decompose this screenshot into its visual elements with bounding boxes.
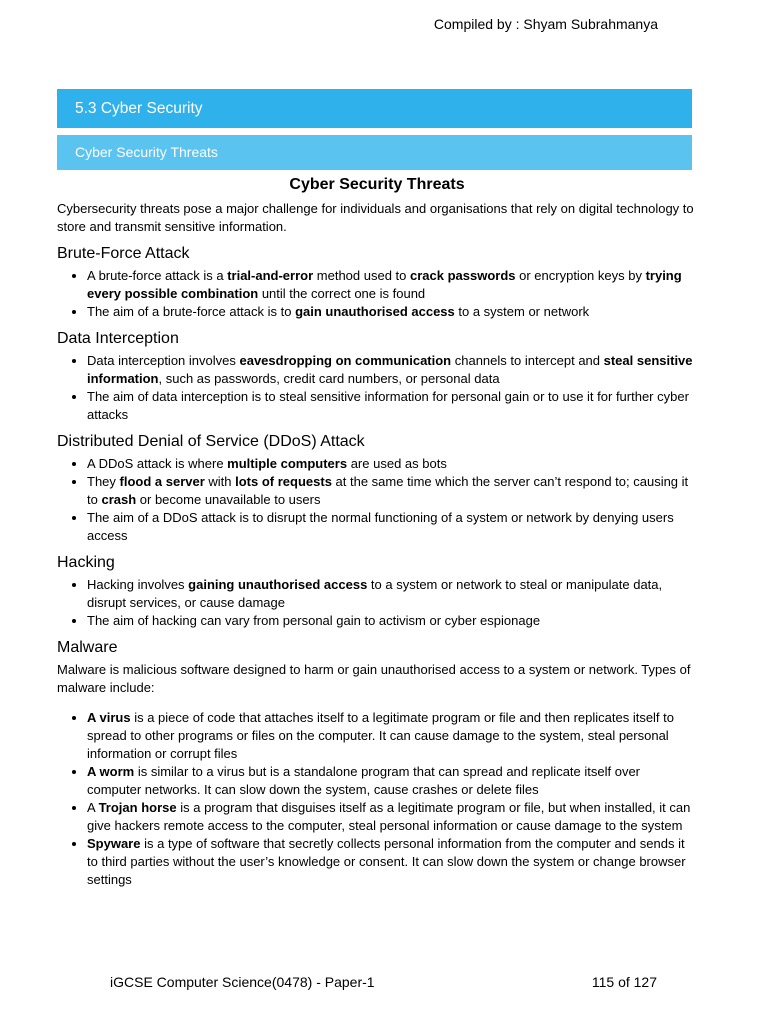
page-title: Cyber Security Threats: [289, 176, 465, 193]
list-item: • Data interception involves eavesdropping on communication channels to intercept and steal sensitive information, such as passwords, credit card numbers, or personal data: [87, 352, 697, 388]
compiled-by: Compiled by : Shyam Subrahmanya: [433, 16, 658, 32]
malware-list: [57, 709, 697, 889]
list-item: • Spyware is a type of software that secretly collects personal information from the computer and sends it to third parties without the user’s knowledge or consent. It can slow down the system or change browser settings: [87, 835, 697, 889]
subsection-banner: Cyber Security Threats: [57, 135, 692, 170]
footer-page-number: 115 of 127: [591, 974, 657, 990]
brute-force-list: [57, 267, 697, 321]
hacking-list: [57, 576, 697, 630]
list-item: • The aim of a DDoS attack is to disrupt the normal functioning of a system or network by denying users access: [87, 509, 697, 545]
section-banner: 5.3 Cyber Security: [57, 89, 692, 128]
list-item: • The aim of a brute-force attack is to gain unauthorised access to a system or network: [87, 303, 697, 321]
heading-brute-force: Brute-Force Attack: [57, 245, 190, 262]
list-item: • A virus is a piece of code that attaches itself to a legitimate program or file and then replicates itself to spread to other programs or files on the computer. It can cause damage to the system, steal personal information or corrupt files: [87, 709, 697, 763]
list-item: • A worm is similar to a virus but is a standalone program that can spread and replicate itself over computer networks. It can slow down the system, cause crashes or delete files: [87, 763, 697, 799]
list-item: • They flood a server with lots of requests at the same time which the server can’t respond to; causing it to crash or become unavailable to users: [87, 473, 697, 509]
list-item: • A brute-force attack is a trial-and-error method used to crack passwords or encryption keys by trying every possible combination until the correct one is found: [87, 267, 697, 303]
interception-list: [57, 352, 697, 424]
heading-data-interception: Data Interception: [57, 330, 179, 347]
intro-paragraph: Cybersecurity threats pose a major challenge for individuals and organisations that rely on digital technology to store and transmit sensitive information.: [57, 201, 694, 234]
ddos-list: [57, 455, 697, 545]
heading-malware: Malware: [57, 639, 118, 656]
list-item: • A DDoS attack is where multiple computers are used as bots: [87, 455, 697, 473]
malware-intro: Malware is malicious software designed to harm or gain unauthorised access to a system or network. Types of malware include:: [57, 662, 691, 695]
footer-course: iGCSE Computer Science(0478) - Paper-1: [110, 974, 375, 990]
list-item: • The aim of data interception is to steal sensitive information for personal gain or to use it for further cyber attacks: [87, 388, 697, 424]
heading-hacking: Hacking: [57, 554, 115, 571]
heading-ddos: Distributed Denial of Service (DDoS) Attack: [57, 433, 365, 450]
list-item: • Hacking involves gaining unauthorised access to a system or network to steal or manipulate data, disrupt services, or cause damage: [87, 576, 697, 612]
list-item: • The aim of hacking can vary from personal gain to activism or cyber espionage: [87, 612, 697, 630]
list-item: • A Trojan horse is a program that disguises itself as a legitimate program or file, but when installed, it can give hackers remote access to the computer, steal personal information or cause damage to the system: [87, 799, 697, 835]
page-content: [57, 176, 697, 889]
